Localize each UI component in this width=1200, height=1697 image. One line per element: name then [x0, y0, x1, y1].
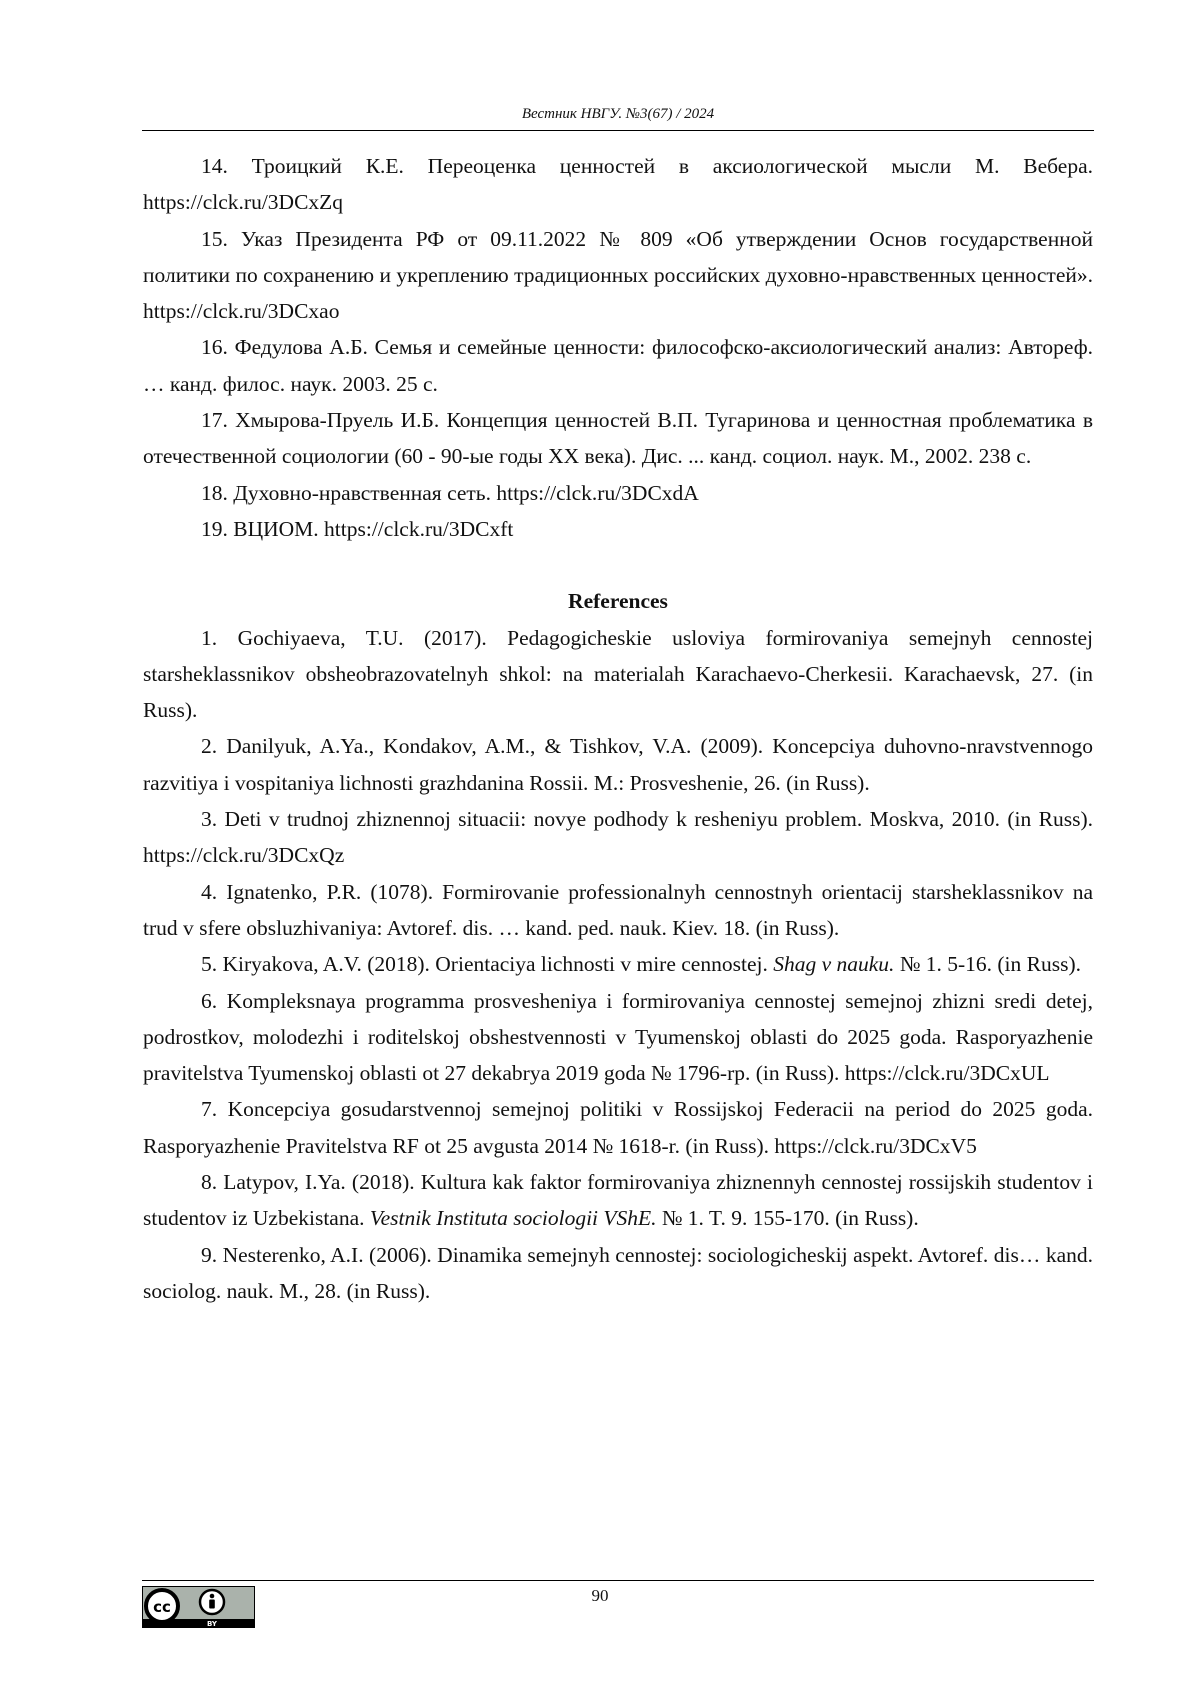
reference-ru-15: 15. Указ Президента РФ от 09.11.2022 № 809 «Об утверждении Основ государственной политики по сохранению и укреплению традиционных российских духовно-нравственных ценностей». https://clck.ru/3DCxao: [143, 226, 1093, 324]
reference-en-3: [143, 801, 1093, 874]
reference-en-5: [143, 946, 1093, 982]
reference-en-8: [143, 1164, 1093, 1237]
reference-text: 8. Latypov, I.Ya. (2018). Kultura kak faktor formirovaniya zhiznennyh cennostej rossijskih studentov i studentov iz Uzbekistana.: [143, 1170, 1093, 1231]
footer-rule: [142, 1580, 1094, 1581]
running-header: Вестник НВГУ. №3(67) / 2024: [521, 106, 715, 122]
svg-text:cc: cc: [153, 1598, 171, 1616]
page-number: 90: [591, 1586, 609, 1605]
reference-text: 2. Danilyuk, A.Ya., Kondakov, A.M., & Tishkov, V.A. (2009). Koncepciya duhovno-nravstvennogo razvitiya i vospitaniya lichnosti grazhdanina Rossii. M.: Prosveshenie, 26. (in Russ).: [143, 734, 1093, 795]
reference-ru-16: 16. Федулова А.Б. Семья и семейные ценности: философско-аксиологический анализ: Автореф. … канд. филос. наук. 2003. 25 с.: [143, 335, 1093, 396]
references-en-list: [143, 620, 1093, 1310]
reference-text: 9. Nesterenko, A.I. (2006). Dinamika semejnyh cennostej: sociologicheskij aspekt. Avtoref. dis… kand. sociolog. nauk. M., 28. (in Russ).: [143, 1242, 1093, 1303]
header-rule: [142, 130, 1094, 131]
reference-text: 7. Koncepciya gosudarstvennoj semejnoj politiki v Rossijskoj Federacii na period do 2025 goda. Rasporyazhenie Pravitelstva RF ot 25 avgusta 2014 № 1618-r. (in Russ). https://clck.ru/3DCxV5: [143, 1097, 1093, 1158]
reference-text: № 1. T. 9. 155-170. (in Russ).: [656, 1206, 919, 1231]
reference-text: 6. Kompleksnaya programma prosvesheniya i formirovaniya cennostej semejnoj zhizni sredi detej, podrostkov, molodezhi i roditelskoj obshestvennosti v Tyumenskoj oblasti do 2025 goda. Rasporyazhenie pravitelstva Tyumenskoj oblasti ot 27 dekabrya 2019 goda № 1796-rp. (in Russ). https://clck.ru/3DCxUL: [143, 988, 1093, 1086]
reference-ru-19: 19. ВЦИОМ. https://clck.ru/3DCxft: [201, 516, 514, 541]
journal-title: Shag v nauku.: [773, 952, 895, 977]
reference-text: 4. Ignatenko, P.R. (1078). Formirovanie professionalnyh cennostnyh orientacij starsheklassnikov na trud v sfere obsluzhivaniya: Avtoref. dis. … kand. ped. nauk. Kiev. 18. (in Russ).: [143, 879, 1093, 940]
reference-ru-18: 18. Духовно-нравственная сеть. https://clck.ru/3DCxdA: [201, 480, 699, 505]
reference-text: 3. Deti v trudnoj zhiznennoj situacii: novye podhody k resheniyu problem. Moskva, 2010. (in Russ). https://clck.ru/3DCxQz: [143, 807, 1093, 868]
reference-en-6: [143, 983, 1093, 1092]
references-ru-list: [143, 148, 1093, 547]
svg-text:BY: BY: [206, 1620, 218, 1628]
reference-text: № 1. 5-16. (in Russ).: [894, 952, 1081, 977]
reference-en-1: [143, 620, 1093, 729]
reference-ru-14: 14. Троицкий К.Е. Переоценка ценностей в аксиологической мысли М. Вебера. https://clck.ru/3DCxZq: [143, 154, 1093, 215]
reference-text: 1. Gochiyaeva, T.U. (2017). Pedagogicheskie usloviya formirovaniya semejnyh cennostej starsheklassnikov obsheobrazovatelnyh shkol: na materialah Karachaevo-Cherkesii. Karachaevsk, 27. (in Russ).: [143, 625, 1093, 723]
reference-text: 5. Kiryakova, A.V. (2018). Orientaciya lichnosti v mire cennostej.: [201, 952, 774, 977]
content: [143, 148, 1093, 1309]
reference-en-7: [143, 1091, 1093, 1164]
reference-ru-17: 17. Хмырова-Пруель И.Б. Концепция ценностей В.П. Тугаринова и ценностная проблематика в отечественной социологии (60 - 90-ые годы XX века). Дис. ... канд. социол. наук. М., 2002. 238 с.: [143, 408, 1093, 469]
references-title: References: [568, 589, 668, 614]
reference-en-4: [143, 874, 1093, 947]
reference-en-2: [143, 728, 1093, 801]
reference-en-9: [143, 1237, 1093, 1310]
journal-title: Vestnik Instituta sociologii VShE.: [369, 1206, 657, 1231]
